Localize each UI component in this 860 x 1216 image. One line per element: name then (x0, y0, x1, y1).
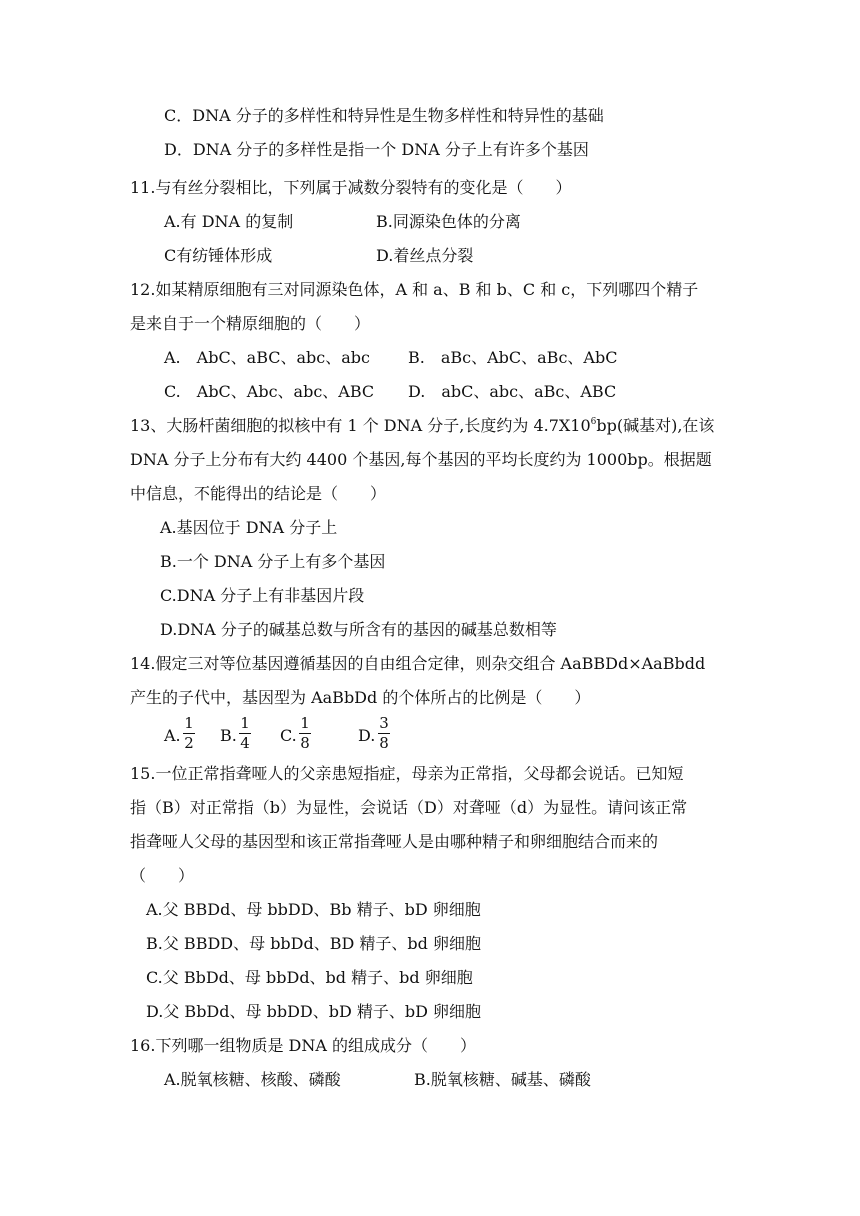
q10-option-c: C．DNA 分子的多样性和特异性是生物多样性和特异性的基础 (164, 106, 604, 125)
q13-stem-line1-text: 13、大肠杆菌细胞的拟核中有 1 个 DNA 分子,长度约为 4.7X10 (130, 416, 591, 435)
q14-stem-line1: 14.假定三对等位基因遵循基因的自由组合定律，则杂交组合 AaBBDd×AaBbdd (130, 654, 706, 673)
fraction-denominator: 8 (300, 734, 310, 752)
q11-stem: 11.与有丝分裂相比，下列属于减数分裂特有的变化是（ ） (130, 178, 572, 197)
q12-option-b: B. aBc、AbC、aBc、AbC (408, 348, 618, 367)
q14-option-a-label: A. (164, 726, 181, 745)
q14-option-c-label: C. (280, 726, 297, 745)
q12-option-c: C. AbC、Abc、abc、ABC (164, 382, 375, 401)
q11-option-c: C有纺锤体形成 (164, 246, 273, 265)
q14-option-d-label: D. (358, 726, 376, 745)
q16-stem: 16.下列哪一组物质是 DNA 的组成成分（ ） (130, 1036, 477, 1055)
q15-stem-line2: 指（B）对正常指（b）为显性，会说话（D）对聋哑（d）为显性。请问该正常 (130, 798, 688, 817)
q14-stem-line2: 产生的子代中，基因型为 AaBbDd 的个体所占的比例是（ ） (130, 688, 591, 707)
q15-option-b: B.父 BBDD、母 bbDd、BD 精子、bd 卵细胞 (146, 934, 481, 953)
q14-option-c-fraction (299, 715, 311, 752)
q13-stem-line2: DNA 分子上分布有大约 4400 个基因,每个基因的平均长度约为 1000bp。根据题 (130, 450, 712, 469)
q15-option-a: A.父 BBDd、母 bbDD、Bb 精子、bD 卵细胞 (146, 900, 481, 919)
q15-stem-line3: 指聋哑人父母的基因型和该正常指聋哑人是由哪种精子和卵细胞结合而来的 (130, 832, 659, 851)
q15-stem-line1: 15.一位正常指聋哑人的父亲患短指症，母亲为正常指，父母都会说话。已知短 (130, 764, 684, 783)
q13-option-d: D.DNA 分子的碱基总数与所含有的基因的碱基总数相等 (160, 620, 557, 639)
q13-option-a: A.基因位于 DNA 分子上 (160, 518, 338, 537)
q13-option-c: C.DNA 分子上有非基因片段 (160, 586, 365, 605)
q15-stem-line4: （ ） (130, 866, 195, 885)
q13-stem-line1-tail: bp(碱基对),在该 (596, 416, 715, 435)
q12-option-a: A. AbC、aBC、abc、abc (164, 348, 371, 367)
q11-option-d: D.着丝点分裂 (376, 246, 474, 265)
q14-option-d-fraction (378, 715, 390, 752)
q11-option-b: B.同源染色体的分离 (376, 212, 521, 231)
q14-option-b-fraction (239, 715, 251, 752)
fraction-denominator: 4 (240, 734, 250, 752)
q12-stem-line2: 是来自于一个精原细胞的（ ） (130, 314, 371, 333)
q15-option-d: D.父 BbDd、母 bbDD、bD 精子、bD 卵细胞 (146, 1002, 482, 1021)
q16-option-a: A.脱氧核糖、核酸、磷酸 (164, 1070, 341, 1089)
q13-exponent: 6 (590, 417, 597, 427)
fraction-numerator: 1 (300, 714, 310, 732)
q13-stem-line1 (130, 415, 714, 437)
q13-stem-line3: 中信息，不能得出的结论是（ ） (130, 484, 387, 503)
q15-option-c: C.父 BbDd、母 bbDd、bd 精子、bd 卵细胞 (146, 968, 473, 987)
q12-stem-line1: 12.如某精原细胞有三对同源染色体，A 和 a、B 和 b、C 和 c，下列哪四个精子 (130, 280, 699, 299)
q12-option-d: D. abC、abc、aBc、ABC (408, 382, 617, 401)
fraction-denominator: 8 (379, 734, 389, 752)
q16-option-b: B.脱氧核糖、碱基、磷酸 (414, 1070, 591, 1089)
fraction-numerator: 1 (240, 714, 250, 732)
q11-option-a: A.有 DNA 的复制 (164, 212, 294, 231)
q14-option-a-fraction (183, 715, 195, 752)
fraction-numerator: 3 (379, 714, 389, 732)
q13-option-b: B.一个 DNA 分子上有多个基因 (160, 552, 386, 571)
fraction-numerator: 1 (184, 714, 194, 732)
q14-option-b-label: B. (220, 726, 237, 745)
fraction-denominator: 2 (184, 734, 194, 752)
q10-option-d: D．DNA 分子的多样性是指一个 DNA 分子上有许多个基因 (164, 140, 589, 159)
